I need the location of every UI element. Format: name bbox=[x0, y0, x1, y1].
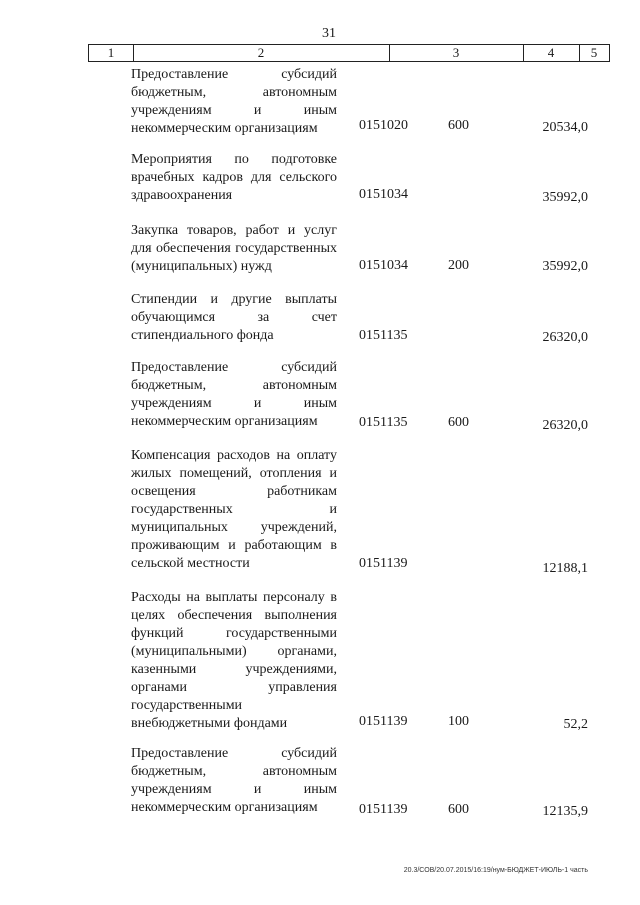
header-col-1: 1 bbox=[107, 45, 115, 60]
row-code: 0151020 bbox=[359, 118, 408, 133]
row-amount: 35992,0 bbox=[542, 259, 588, 274]
footer-note: 20.3/СОВ/20.07.2015/16:19/нум-БЮДЖЕТ-ИЮЛЬ-1 часть bbox=[403, 867, 588, 874]
row-amount: 52,2 bbox=[563, 717, 588, 732]
row-amount: 26320,0 bbox=[542, 418, 588, 433]
header-col-3: 3 bbox=[452, 45, 460, 60]
row-amount: 20534,0 bbox=[542, 120, 588, 135]
row-description: Предоставление субсидий бюджетным, автономным учреждениям и иным некоммерческим организациям bbox=[131, 67, 337, 136]
row-description: Расходы на выплаты персоналу в целях обеспечения выполнения функций государственными (муниципальными) органами, казенными учреждениями, органами управления государственными внебюджетными фондами bbox=[131, 590, 337, 731]
row-description: Компенсация расходов на оплату жилых помещений, отопления и освещения работникам государственных и муниципальных учреждений, проживающим и работающим в сельской местности bbox=[131, 448, 337, 571]
row-code: 0151034 bbox=[359, 187, 408, 202]
row-amount: 26320,0 bbox=[542, 330, 588, 345]
row-description: Стипендии и другие выплаты обучающимся за счет стипендиального фонда bbox=[131, 292, 337, 343]
row-description: Мероприятия по подготовке врачебных кадров для сельского здравоохранения bbox=[131, 152, 337, 203]
row-type: 600 bbox=[448, 415, 469, 430]
row-code: 0151135 bbox=[359, 328, 408, 343]
row-code: 0151139 bbox=[359, 802, 408, 817]
row-code: 0151135 bbox=[359, 415, 408, 430]
table-header-row bbox=[88, 44, 610, 62]
row-amount: 12188,1 bbox=[542, 561, 588, 576]
row-code: 0151139 bbox=[359, 714, 408, 729]
row-type: 200 bbox=[448, 258, 469, 273]
header-col-2: 2 bbox=[257, 45, 265, 60]
row-type: 600 bbox=[448, 118, 469, 133]
row-amount: 35992,0 bbox=[542, 190, 588, 205]
header-col-5: 5 bbox=[590, 45, 598, 60]
page-number: 31 bbox=[322, 26, 336, 41]
row-description: Предоставление субсидий бюджетным, автономным учреждениям и иным некоммерческим организациям bbox=[131, 360, 337, 429]
row-amount: 12135,9 bbox=[542, 804, 588, 819]
row-description: Предоставление субсидий бюджетным, автономным учреждениям и иным некоммерческим организациям bbox=[131, 746, 337, 815]
row-description: Закупка товаров, работ и услуг для обеспечения государственных (муниципальных) нужд bbox=[131, 223, 337, 274]
row-code: 0151034 bbox=[359, 258, 408, 273]
row-type: 100 bbox=[448, 714, 469, 729]
row-code: 0151139 bbox=[359, 556, 408, 571]
row-type: 600 bbox=[448, 802, 469, 817]
header-col-4: 4 bbox=[547, 45, 555, 60]
